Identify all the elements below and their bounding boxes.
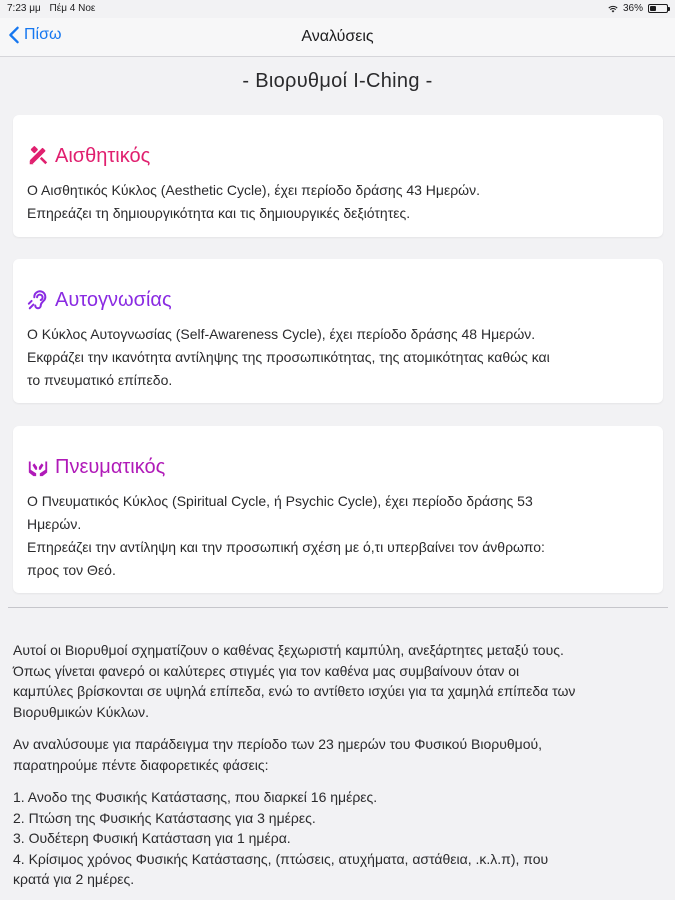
card-description xyxy=(27,490,649,582)
back-label: Πίσω xyxy=(24,26,62,43)
card-text-line: Επηρεάζει την αντίληψη και την προσωπική σχέση με ό,τι υπερβαίνει τον άνθρωπο: xyxy=(27,539,545,555)
section-divider xyxy=(8,607,668,608)
card-aesthetic xyxy=(13,115,663,237)
card-description xyxy=(27,323,649,392)
card-text-line: Ο Κύκλος Αυτογνωσίας (Self-Awareness Cycle), έχει περίοδο δράσης 48 Ημερών. xyxy=(27,326,536,342)
text-line: καμπύλες βρίσκονται σε υψηλά επίπεδα, ενώ το αντίθετο ισχύει για τα χαμηλά επίπεδα των xyxy=(13,683,576,699)
card-title: Αυτογνωσίας xyxy=(55,288,172,311)
card-header xyxy=(27,143,649,169)
paint-tools-icon xyxy=(27,145,49,167)
card-header xyxy=(27,454,649,480)
card-text-line: Ο Αισθητικός Κύκλος (Aesthetic Cycle), έχει περίοδο δράσης 43 Ημερών. xyxy=(27,182,480,198)
paragraph-example xyxy=(13,734,663,775)
card-text-line: προς τον Θεό. xyxy=(27,562,116,578)
card-text-line: Ο Πνευματικός Κύκλος (Spiritual Cycle, ή Psychic Cycle), έχει περίοδο δράσης 53 xyxy=(27,493,533,509)
battery-percent: 36% xyxy=(622,3,643,14)
card-spiritual xyxy=(13,426,663,593)
battery-icon xyxy=(648,4,668,13)
navigation-bar xyxy=(0,18,675,57)
list-item: 4. Κρίσιμος χρόνος Φυσικής Κατάστασης, (πτώσεις, ατυχήματα, αστάθεια, .κ.λ.π), που xyxy=(13,850,549,867)
list-item: 1. Ανοδο της Φυσικής Κατάστασης, που διαρκεί 16 ημέρες. xyxy=(13,789,378,805)
card-text-line: Εκφράζει την ικανότητα αντίληψης της προσωπικότητας, της ατομικότητας καθώς και xyxy=(27,349,550,365)
praying-hands-icon xyxy=(27,456,49,478)
card-text-line: Επηρεάζει τη δημιουργικότητα και τις δημιουργικές δεξιότητες. xyxy=(27,205,411,221)
wifi-icon xyxy=(608,5,618,13)
card-title: Πνευματικός xyxy=(55,455,166,478)
paragraph-intro xyxy=(13,640,663,722)
status-time: 7:23 μμ xyxy=(7,3,41,14)
battery-level xyxy=(650,6,656,11)
text-line: Όπως γίνεται φανερό οι καλύτερες στιγμές για τον καθένα μας συμβαίνουν όταν οι xyxy=(13,662,520,679)
card-text-line: Ημερών. xyxy=(27,516,82,532)
status-left xyxy=(7,3,101,14)
ear-icon xyxy=(27,289,49,311)
phases-list xyxy=(13,787,663,890)
text-line: Αν αναλύσουμε για παράδειγμα την περίοδο των 23 ημερών του Φυσικού Βιορυθμού, xyxy=(13,736,543,752)
card-text-line: το πνευματικό επίπεδο. xyxy=(27,372,173,388)
card-header xyxy=(27,287,649,313)
nav-title: Αναλύσεις xyxy=(301,28,374,45)
page-title: - Βιορυθμοί I-Ching - xyxy=(242,70,433,92)
list-item: κρατά για 2 ημέρες. xyxy=(13,871,135,887)
text-line: Βιορυθμικών Κύκλων. xyxy=(13,703,150,720)
card-self-awareness xyxy=(13,259,663,403)
explanation-text xyxy=(13,640,663,890)
status-bar xyxy=(0,0,675,18)
text-line: παρατηρούμε πέντε διαφορετικές φάσεις: xyxy=(13,756,269,773)
card-description xyxy=(27,179,649,225)
status-date: Πέμ 4 Νοε xyxy=(49,3,96,14)
status-right xyxy=(608,3,668,14)
list-item: 3. Ουδέτερη Φυσική Κατάσταση για 1 ημέρα. xyxy=(13,830,291,846)
list-item: 2. Πτώση της Φυσικής Κατάστασης για 3 ημέρες. xyxy=(13,809,316,826)
text-line: Αυτοί οι Βιορυθμοί σχηματίζουν ο καθένας ξεχωριστή καμπύλη, ανεξάρτητες μεταξύ τους. xyxy=(13,642,564,658)
card-title: Αισθητικός xyxy=(55,144,151,167)
